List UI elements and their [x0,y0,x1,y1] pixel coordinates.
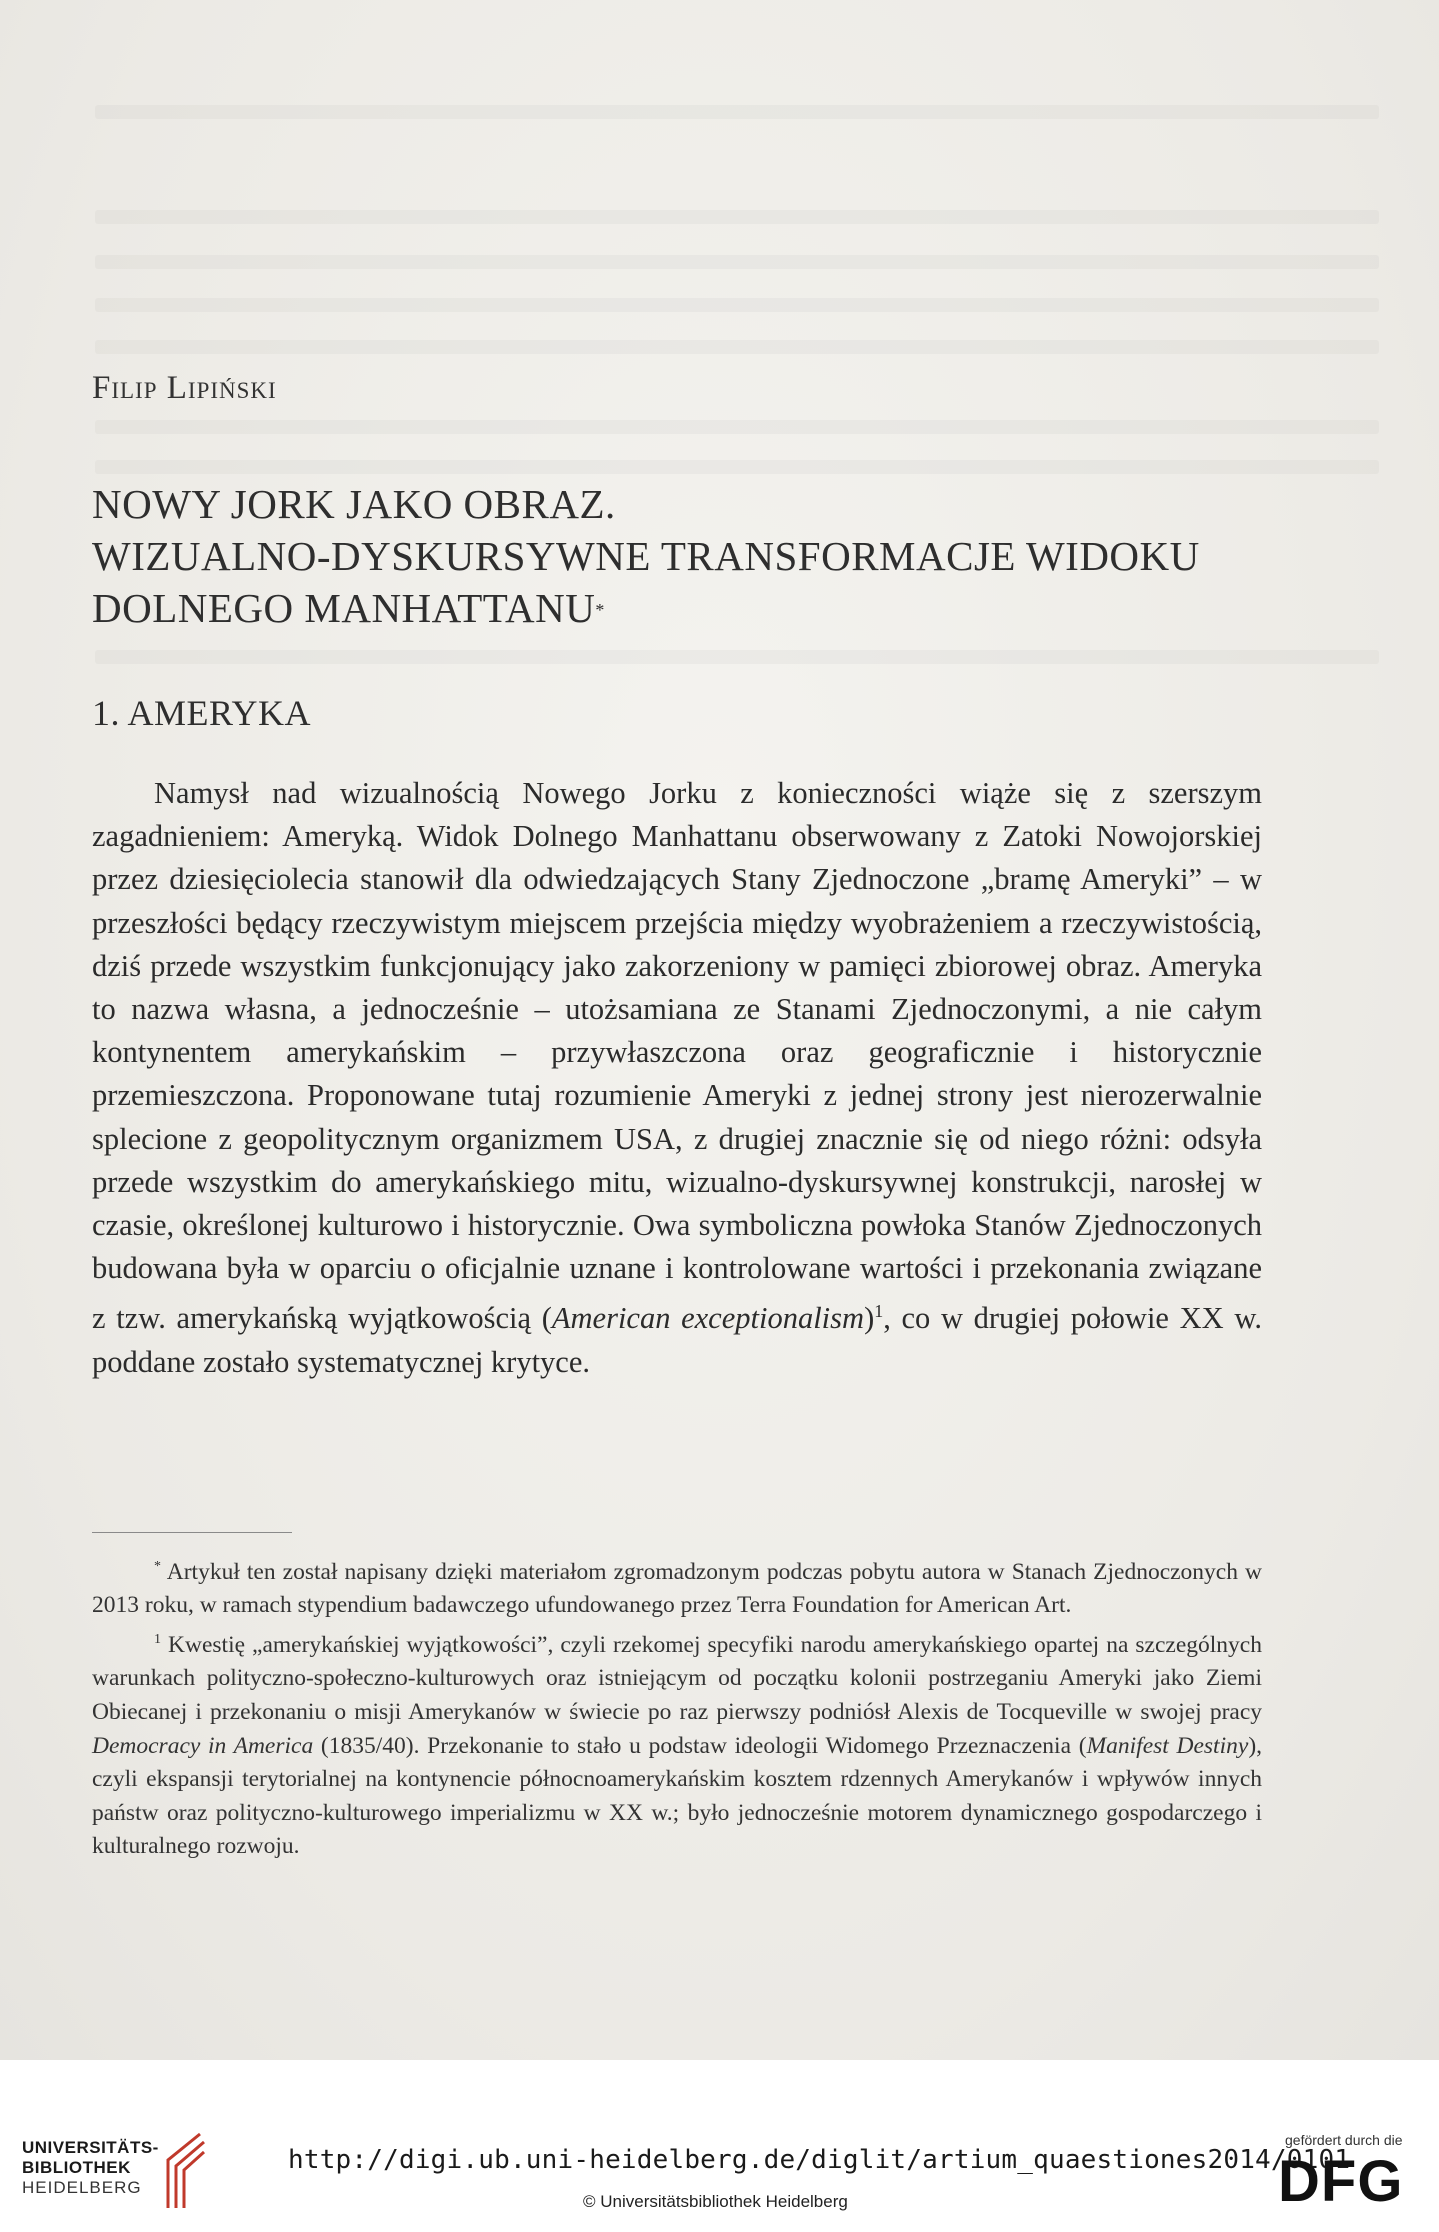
footnote-text: (1835/40). Przekonanie to stało u podstaw ideologii Widomego Przeznaczenia ( [313,1732,1087,1759]
footnote-text: Artykuł ten został napisany dzięki materiałom zgromadzonym podczas pobytu autora w Stanach Zjednoczonych w 2013 roku, w ramach stypendium badawczego ufundowanego przez Terra Foundation for American Art. [92,1558,1262,1619]
title-line: WIZUALNO-DYSKURSYWNE TRANSFORMACJE WIDOKU [92,533,1200,579]
footnote-italic-term: Manifest Destiny [1086,1732,1249,1759]
footnote-text: ), czyli ekspansji terytorialnej na kontynencie północnoamerykańskim kosztem rdzennych Amerykanów i wpływów innych państw oraz polityczno-kulturowego imperializmu w XX w.; było jednocześnie motorem dynamicznego gospodarczego i kulturalnego rozwoju. [92,1732,1263,1860]
body-text-run: Namysł nad wizualnością Nowego Jorku z konieczności wiąże się z szerszym zagadnieniem: Ameryką. Widok Dolnego Manhattanu obserwowany z Zatoki Nowojorskiej przez dziesięciolecia stanowił dla odwiedzających Stany Zjednoczone „bramę Ameryki” – w przeszłości będący rzeczywistym miejscem przejścia między wyobrażeniem a rzeczywistością, dziś przede wszystkim funkcjonujący jako zakorzeniony w pamięci zbiorowej obraz. Ameryka to nazwa własna, a jednocześnie – utożsamiana ze Stanami Zjednoczonymi, a nie całym kontynentem amerykańskim – przywłaszczona oraz geograficznie i historycznie przemieszczona. Proponowane tutaj rozumienie Ameryki z jednej strony jest nierozerwalnie splecione z geopolitycznym organizmem USA, z drugiej znacznie się od niego różni: odsyła przede wszystkim do amerykańskiego mitu, wizualno-dyskursywnej konstrukcji, narosłej w czasie, określonej kulturowo i historycznie. Owa symboliczna powłoka Stanów Zjednoczonych budowana była w oparciu o oficjalnie uznane i kontrolowane wartości i przekonania związane z tzw. amerykańską wyjątkowością ( [92,776,1262,1336]
funded-by-label: gefördert durch die [1285,2132,1403,2148]
bleed-through [95,420,1379,434]
copyright-notice: © Universitätsbibliothek Heidelberg [583,2192,848,2211]
footnote-marker: * [595,600,605,620]
library-logo[interactable] [22,2138,159,2198]
dfg-logo[interactable]: DFG [1278,2149,1404,2214]
body-italic-term: American exceptionalism [551,1301,865,1336]
author-name [92,370,277,407]
title-line [92,582,1342,634]
bleed-through [95,650,1379,664]
section-heading: 1. AMERYKA [92,693,312,733]
title-line: NOWY JORK JAKO OBRAZ. [92,481,616,527]
bleed-through [95,105,1379,119]
author-last-name: Lipiński [166,370,277,406]
footnote [92,1623,1262,1864]
bleed-through [95,255,1379,269]
body-text [92,772,1262,1384]
footnote-marker: * [154,1559,161,1574]
footnote-italic-title: Democracy in America [92,1732,314,1759]
bleed-through [95,460,1379,474]
library-name-line: HEIDELBERG [22,2178,142,2197]
footnote-reference: 1 [874,1301,884,1322]
article-title [92,478,1342,634]
library-name-line: UNIVERSITÄTS- [22,2138,159,2157]
bleed-through [95,340,1379,354]
footnote [92,1550,1262,1623]
footnote-separator [92,1532,292,1533]
bleed-through [95,298,1379,312]
author-first-name: Filip [92,370,158,406]
library-name-line: BIBLIOTHEK [22,2158,131,2177]
body-text-run: ) [864,1301,875,1336]
footnote-text: Kwestię „amerykańskiej wyjątkowości”, czyli rzekomej specyfiki narodu amerykańskiego opartej na szczególnych warunkach polityczno-społeczno-kulturowych oraz istniejącym od początku kolonii postrzeganiu Ameryki jako Ziemi Obiecanej i przekonaniu o misji Amerykanów w świecie po raz pierwszy podniósł Alexis de Tocqueville w swojej pracy [92,1631,1262,1726]
body-text-run: , co w drugiej połowie XX w. poddane zostało systematycznej krytyce. [92,1301,1263,1379]
body-paragraph [92,772,1262,1384]
library-emblem-icon [160,2130,206,2212]
bleed-through [95,210,1379,224]
footnote-marker: 1 [154,1632,161,1648]
title-line-text: DOLNEGO MANHATTANU [92,585,596,631]
source-url-link[interactable]: http://digi.ub.uni-heidelberg.de/diglit/artium_quaestiones2014/0101 [288,2145,1351,2175]
footnotes [92,1550,1262,1864]
